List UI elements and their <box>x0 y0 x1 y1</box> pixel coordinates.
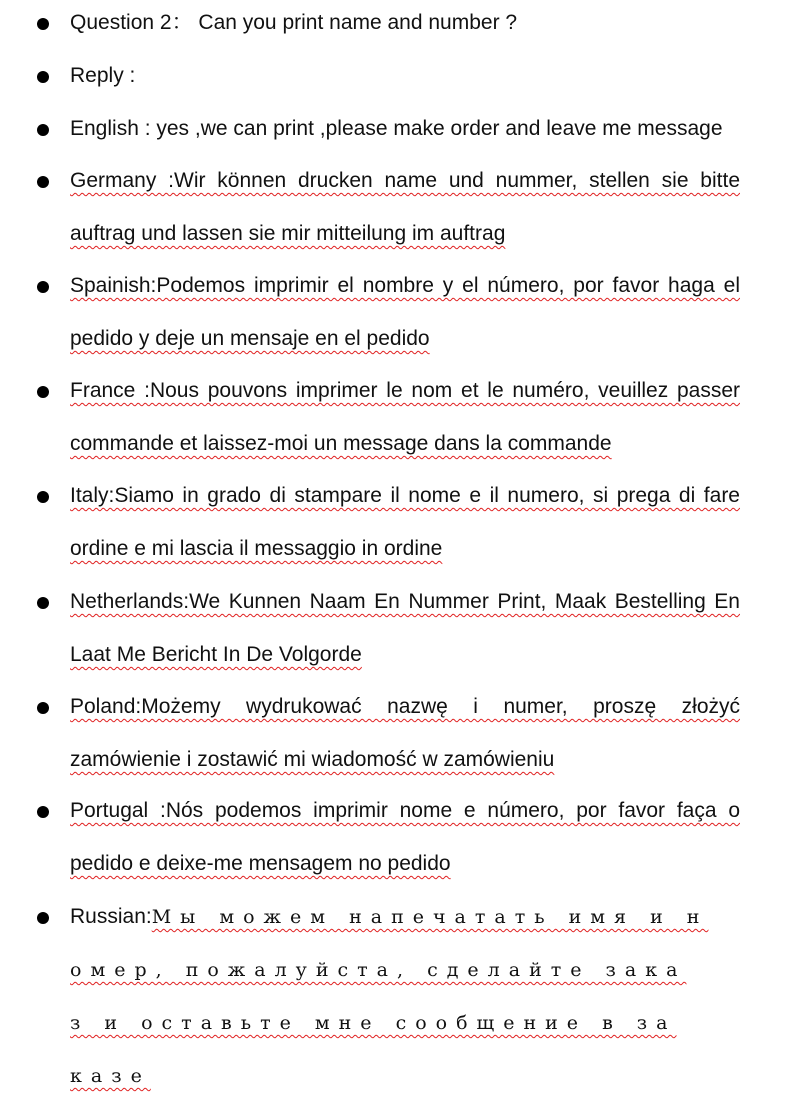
bullet-icon <box>37 597 49 609</box>
english-line: English : yes ,we can print ,please make order and leave me message <box>70 117 723 140</box>
poland-line-1: Poland:Możemy wydrukować nazwę i numer, proszę złożyć <box>70 695 740 718</box>
bullet-icon <box>37 491 49 503</box>
italy-line-2: ordine e mi lascia il messaggio in ordine <box>70 537 443 560</box>
bullet-icon <box>37 18 49 30</box>
bullet-icon <box>37 386 49 398</box>
bullet-icon <box>37 71 49 83</box>
reply-line: Reply : <box>70 64 136 87</box>
russian-label: Russian: <box>70 905 152 928</box>
russian-line-2: омер, пожалуйста, сделайте зака <box>70 959 687 981</box>
germany-line-2: auftrag und lassen sie mir mitteilung im auftrag <box>70 222 506 245</box>
netherlands-line-2: Laat Me Bericht In De Volgorde <box>70 643 362 666</box>
russian-line-4: казе <box>70 1065 151 1087</box>
question-line: Question 2： Can you print name and number ? <box>70 11 518 34</box>
bullet-icon <box>37 124 49 136</box>
russian-line-3: з и оставьте мне сообщение в за <box>70 1012 677 1034</box>
russian-line-1 <box>70 904 740 930</box>
france-line-1: France :Nous pouvons imprimer le nom et le numéro, veuillez passer <box>70 379 740 402</box>
france-line-2: commande et laissez-moi un message dans la commande <box>70 432 612 455</box>
bullet-icon <box>37 702 49 714</box>
bullet-icon <box>37 176 49 188</box>
bullet-icon <box>37 281 49 293</box>
poland-line-2: zamówienie i zostawić mi wiadomość w zamówieniu <box>70 748 555 771</box>
russian-text: Мы можем напечатать имя и н <box>151 906 709 928</box>
portugal-line-2: pedido e deixe-me mensagem no pedido <box>70 852 451 875</box>
portugal-line-1: Portugal :Nós podemos imprimir nome e número, por favor faça o <box>70 799 740 822</box>
spanish-line-2: pedido y deje un mensaje en el pedido <box>70 327 430 350</box>
germany-line-1: Germany :Wir können drucken name und nummer, stellen sie bitte <box>70 169 740 192</box>
bullet-icon <box>37 806 49 818</box>
netherlands-line-1: Netherlands:We Kunnen Naam En Nummer Print, Maak Bestelling En <box>70 590 740 613</box>
bullet-icon <box>37 912 49 924</box>
spanish-line-1: Spainish:Podemos imprimir el nombre y el número, por favor haga el <box>70 274 740 297</box>
italy-line-1: Italy:Siamo in grado di stampare il nome e il numero, si prega di fare <box>70 484 740 507</box>
